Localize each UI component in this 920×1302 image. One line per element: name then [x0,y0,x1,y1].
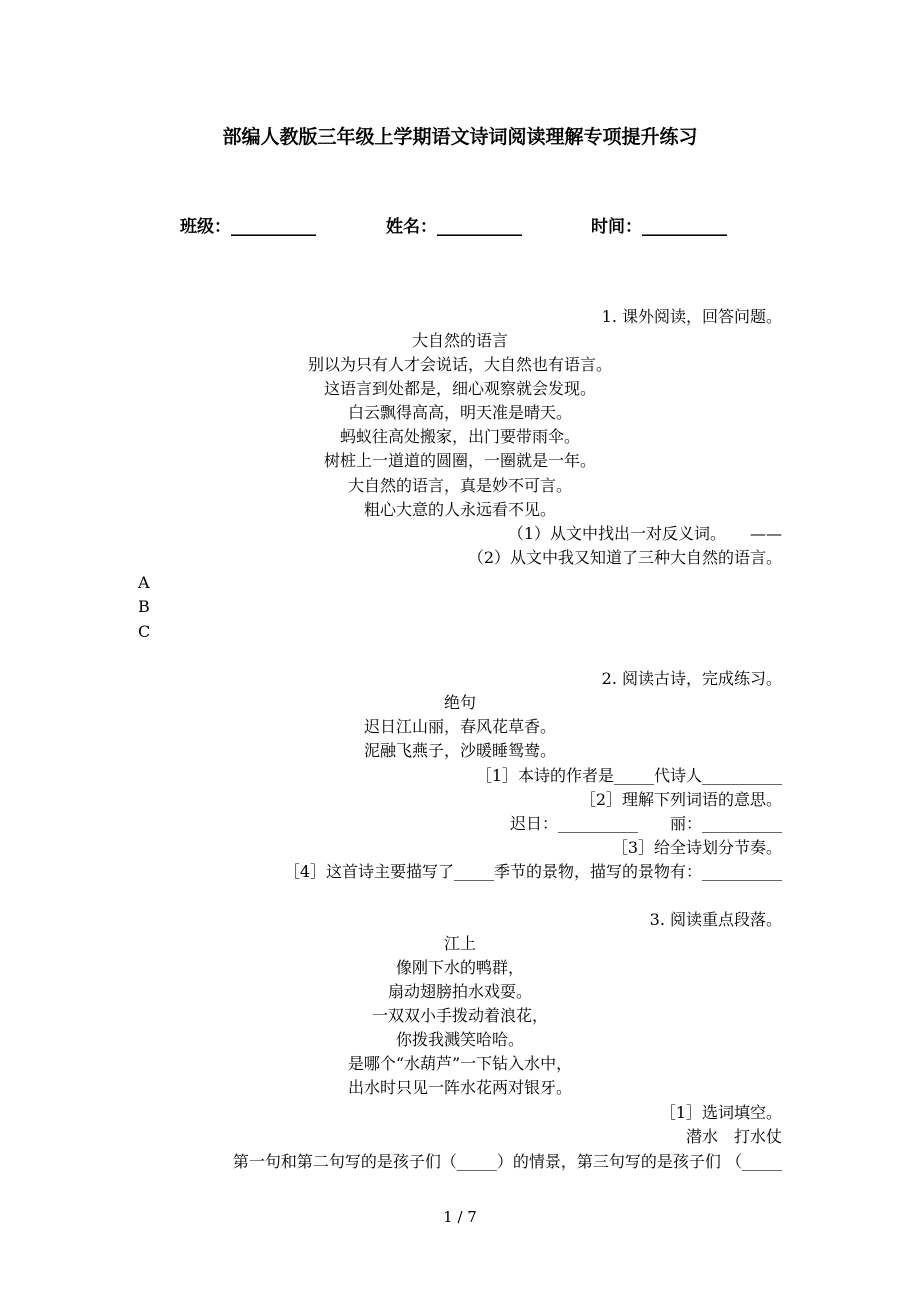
q3-poem-line: 扇动翅膀拍水戏耍。 [387,982,532,1001]
q1-poem-title: 大自然的语言 [411,331,508,350]
q3-poem-line: 一双双小手拨动着浪花， [371,1006,548,1025]
q3-item-1-text: 第一句和第二句写的是孩子们（_____）的情景，第三句写的是孩子们 （_____ [232,1152,782,1171]
q2-heading: 2. 阅读古诗，完成练习。 [601,669,782,688]
document-title: 部编人教版三年级上学期语文诗词阅读理解专项提升练习 [222,126,698,148]
q1-poem-line: 大自然的语言，真是妙不可言。 [347,476,572,495]
q3-poem-line: 你拨我溅笑哈哈。 [395,1030,524,1049]
q2-poem-line: 迟日江山丽，春风花草香。 [363,717,556,736]
q1-poem-line: 树桩上一道道的圆圈，一圈就是一年。 [323,451,596,470]
q1-subquestion-2: （2）从文中我又知道了三种大自然的语言。 [467,548,782,567]
q1-poem-line: 蚂蚁往高处搬家，出门要带雨伞。 [339,427,580,446]
q3-poem-line: 像刚下水的鸭群， [395,958,524,977]
q1-poem-line: 别以为只有人才会说话，大自然也有语言。 [307,355,612,374]
q1-poem-line: 白云飘得高高，明天准是晴天。 [347,403,572,422]
q3-item-1: ［1］选词填空。 [659,1103,782,1122]
page-number: 1 / 7 [443,1208,477,1226]
q3-poem-line: 出水时只见一阵水花两对银牙。 [347,1078,572,1097]
q1-answer-label-a: A [138,573,150,592]
q3-poem-line: 是哪个“水葫芦”一下钻入水中， [347,1054,573,1073]
q3-poem-title: 江上 [443,934,476,953]
q1-heading: 1. 课外阅读，回答问题。 [601,307,782,326]
q1-answer-label-b: B [138,597,150,616]
q2-poem-line: 泥融飞燕子，沙暖睡鸳鸯。 [363,741,556,760]
q2-item-1: ［1］本诗的作者是_____代诗人__________ [475,766,782,785]
class-field: 班级：__________ [180,217,316,237]
q1-answer-label-c: C [138,622,151,641]
q1-poem-line: 这语言到处都是，细心观察就会发现。 [323,379,596,398]
q2-item-3: ［3］给全诗划分节奏。 [611,838,782,857]
q3-heading: 3. 阅读重点段落。 [649,910,782,929]
q1-poem-line: 粗心大意的人永远看不见。 [363,500,556,519]
name-field: 姓名：__________ [386,217,522,237]
q1-subquestion-1: （1）从文中找出一对反义词。 —— [507,524,782,543]
q2-item-4: ［4］这首诗主要描写了_____季节的景物，描写的景物有：__________ [283,862,782,881]
q2-poem-title: 绝句 [443,693,476,712]
q2-item-2-terms: 迟日：__________ 丽：__________ [509,814,782,833]
time-field: 时间：__________ [591,217,727,237]
q3-word-choices: 潜水 打水仗 [685,1127,782,1146]
q2-item-2: ［2］理解下列词语的意思。 [579,790,782,809]
